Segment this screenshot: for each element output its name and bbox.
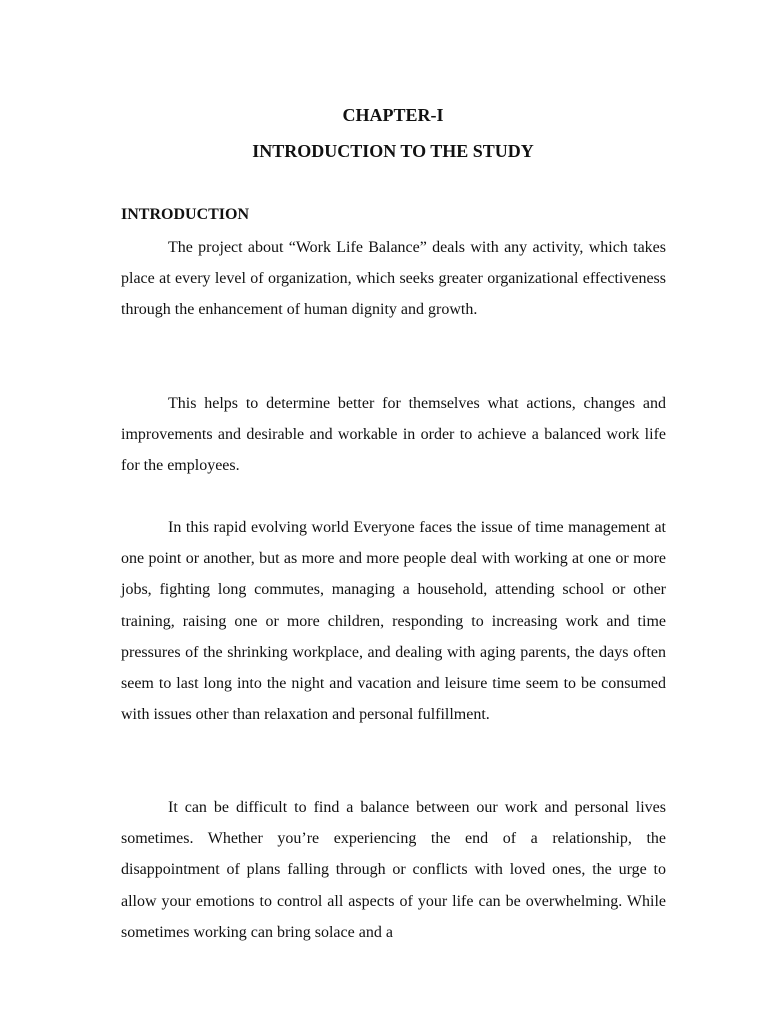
chapter-number: CHAPTER-I: [342, 105, 444, 125]
paragraph: It can be difficult to find a balance between our work and personal lives sometimes. Whether you’re experiencing the end of a relationship, the disappointment of plans falling through or conflicts with loved ones, the urge to allow your emotions to control all aspects of your life can be overwhelming. While sometimes working can bring solace and a: [121, 799, 666, 941]
paragraph: This helps to determine better for themselves what actions, changes and improvements and desirable and workable in order to achieve a balanced work life for the employees.: [121, 395, 666, 475]
paragraph: In this rapid evolving world Everyone faces the issue of time management at one point or another, but as more and more people deal with working at one or more jobs, fighting long commutes, managing a household, attending school or other training, raising one or more children, responding to increasing work and time pressures of the shrinking workplace, and dealing with aging parents, the days often seem to last long into the night and vacation and leisure time seem to be consumed with issues other than relaxation and personal fulfillment.: [121, 519, 666, 724]
chapter-title: INTRODUCTION TO THE STUDY: [252, 141, 534, 161]
section-heading: INTRODUCTION: [121, 206, 250, 223]
paragraph: The project about “Work Life Balance” deals with any activity, which takes place at every level of organization, which seeks greater organizational effectiveness through the enhancement of human dignity and growth.: [121, 239, 666, 319]
